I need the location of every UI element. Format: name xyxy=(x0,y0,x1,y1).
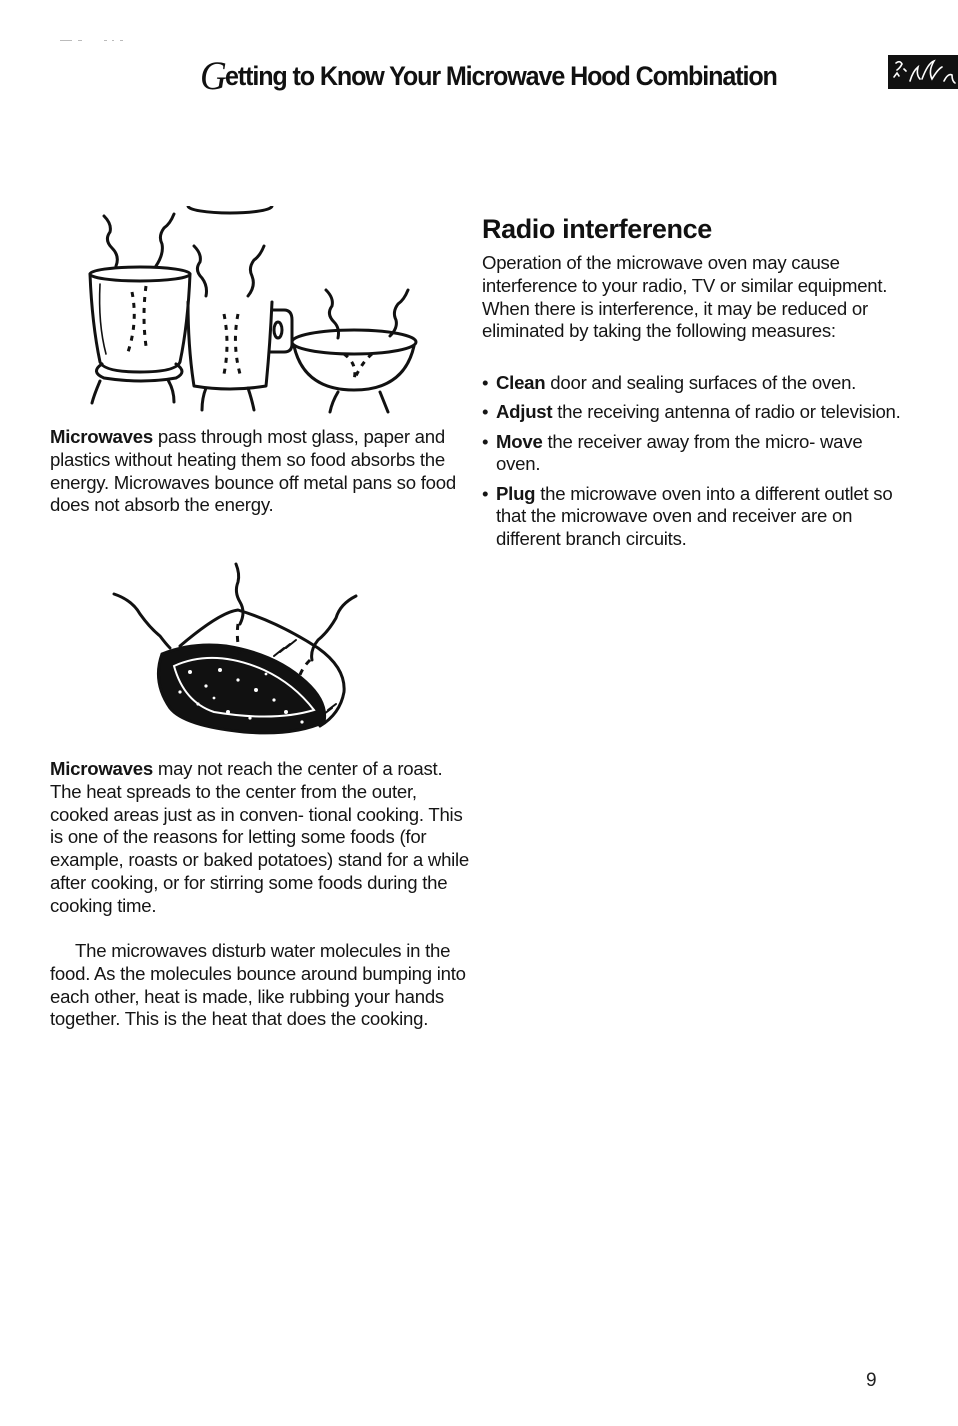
list-item: • Adjust the receiving antenna of radio or television. xyxy=(482,401,901,423)
list-item: • Move the receiver away from the micro- wave oven. xyxy=(482,430,863,475)
roast-microwave-illustration xyxy=(110,562,360,748)
bullet-icon: • xyxy=(482,482,489,504)
bullet-icon: • xyxy=(482,430,489,452)
scan-specks xyxy=(60,40,140,44)
paragraph-microwaves-roast-center: Microwaves may not reach the center of a roast. The heat spreads to the center from the outer, cooked areas just as in conven- tional cooking. This is one of the reasons for letting some foods (for example, roasts or baked potatoes) stand for a while after cooking, or for stirring some foods during the cooking time. xyxy=(50,758,470,916)
bullet-icon: • xyxy=(482,401,489,423)
bold-term: Microwaves xyxy=(50,426,153,447)
microwave-wave xyxy=(104,216,117,266)
bold-term: Microwaves xyxy=(50,758,153,779)
radio-interference-intro: Operation of the microwave oven may cause interference to your radio, TV or similar equipment. When there is interference, it may be reduced or eliminated by taking the following measures: xyxy=(482,252,888,342)
page-title-text: etting to Know Your Microwave Hood Combination xyxy=(225,61,777,91)
list-item: • Plug the microwave oven into a different outlet so that the microwave oven and receiver are on different branch circuits. xyxy=(482,482,893,550)
paragraph-microwaves-pass-through: Microwaves pass through most glass, paper and plastics without heating them so food absorbs the energy. Microwaves bounce off metal pans so food does not absorb the energy. xyxy=(50,426,456,516)
page-title xyxy=(200,48,777,98)
paragraph-water-molecules: The microwaves disturb water molecules in the food. As the molecules bounce around bumping into each other, heat is made, like rubbing your hands together. This is the heat that does the cooking. xyxy=(50,940,466,1030)
microwave-wave xyxy=(156,214,174,266)
decorative-squiggle-icon xyxy=(888,55,958,89)
page-title-initial: G xyxy=(200,53,227,98)
glass-cup-bowl-microwave-illustration xyxy=(82,206,432,418)
bullet-icon: • xyxy=(482,372,489,393)
section-heading-radio-interference: Radio interference xyxy=(482,214,712,244)
list-item: • Clean door and sealing surfaces of the oven. xyxy=(482,372,857,393)
page-number: 9 xyxy=(866,1370,877,1391)
interference-measures-list xyxy=(482,372,902,558)
